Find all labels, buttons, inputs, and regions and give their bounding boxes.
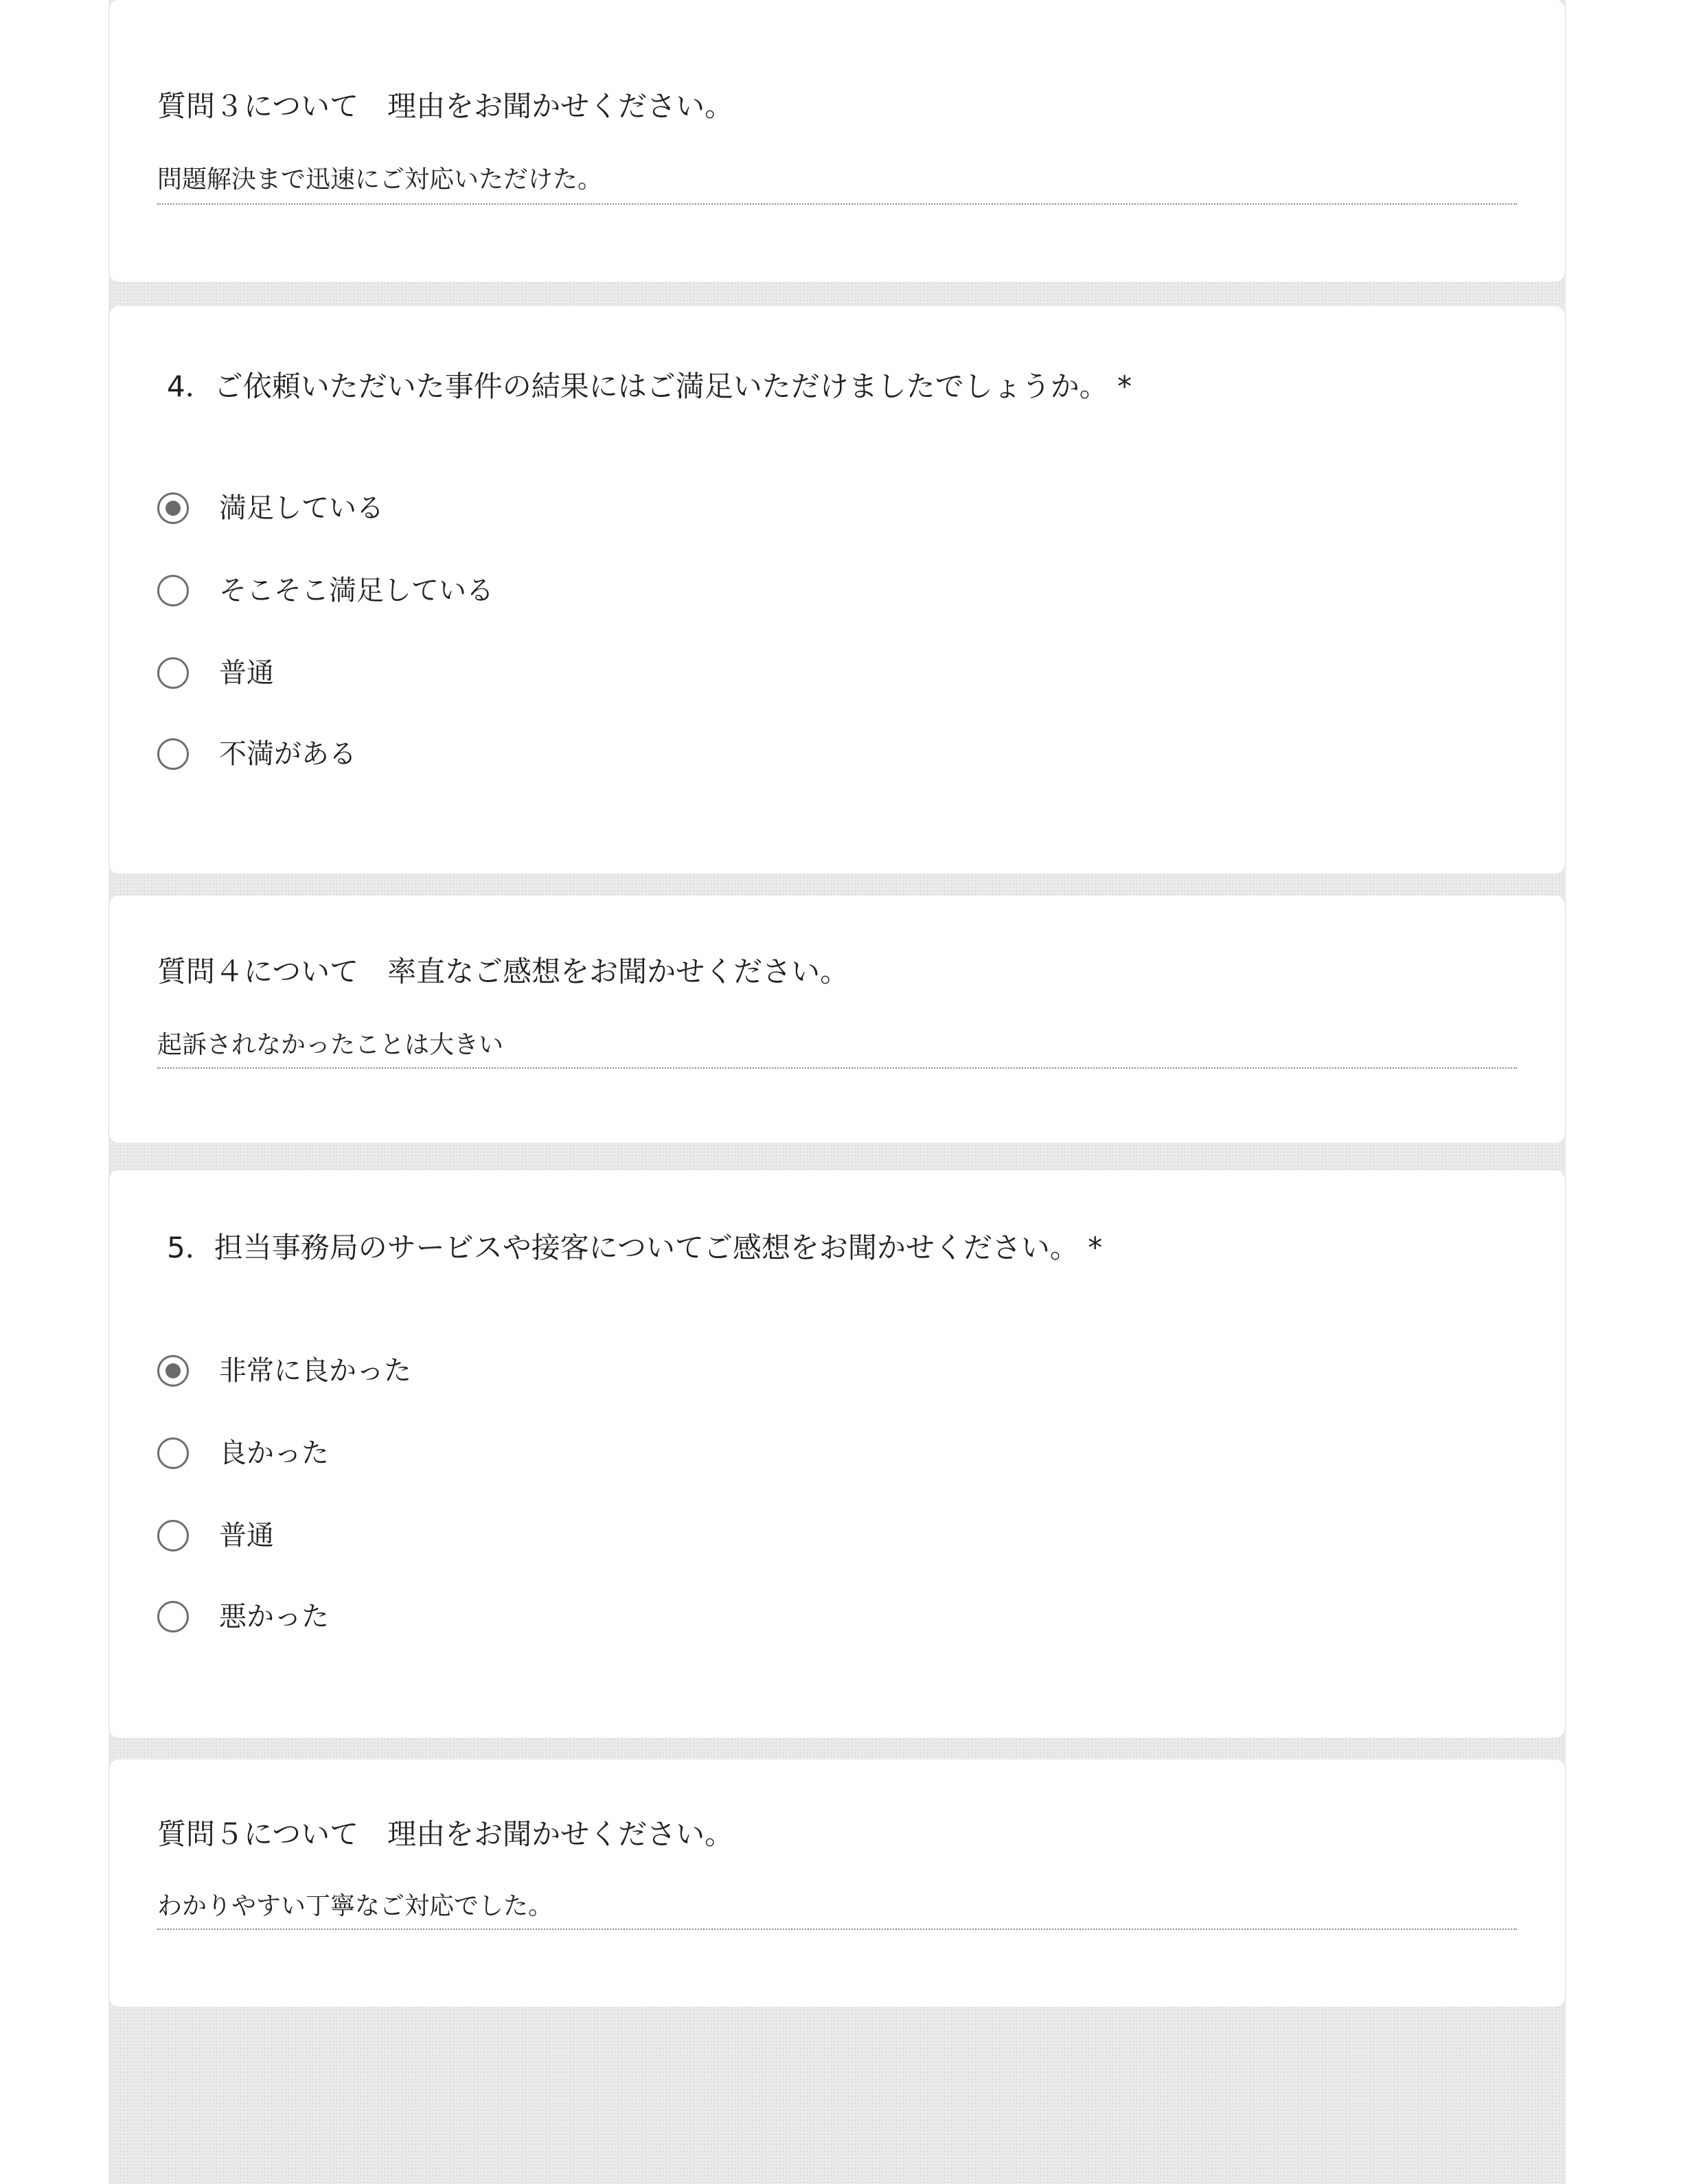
q4-option-satisfied[interactable]	[157, 488, 384, 529]
q5-reason-card	[108, 1760, 1566, 2007]
q5-option-label: 良かった	[219, 1437, 329, 1469]
q4-comment-title: 質問４について 率直なご感想をお聞かせください。	[157, 955, 849, 988]
q4-option-label: 普通	[219, 657, 274, 689]
radio-unchecked-icon[interactable]	[157, 575, 189, 606]
radio-unchecked-icon[interactable]	[157, 1601, 189, 1633]
q5-reason-title: 質問５について 理由をお聞かせください。	[157, 1817, 734, 1851]
q3-reason-card	[108, 0, 1566, 282]
q5-option-bad[interactable]	[157, 1596, 329, 1637]
radio-checked-icon[interactable]	[157, 492, 189, 524]
q3-reason-answer[interactable]: 問題解決まで迅速にご対応いただけた。	[157, 166, 603, 194]
radio-unchecked-icon[interactable]	[157, 738, 189, 770]
q4-comment-answer[interactable]: 起訴されなかったことは大きい	[157, 1031, 504, 1059]
q4-option-label: そこそこ満足している	[219, 575, 494, 606]
q4-option-normal[interactable]	[157, 652, 274, 694]
radio-checked-icon[interactable]	[157, 1355, 189, 1387]
q5-card	[108, 1170, 1566, 1738]
q5-option-label: 普通	[219, 1520, 274, 1551]
q4-title: 4．ご依頼いただいた事件の結果にはご満足いただけましたでしょうか。 *	[167, 369, 1132, 403]
q5-option-very-good[interactable]	[157, 1350, 411, 1391]
radio-unchecked-icon[interactable]	[157, 1437, 189, 1469]
q4-card	[108, 306, 1566, 874]
q5-option-label: 悪かった	[219, 1601, 329, 1633]
q3-reason-answer-underline	[157, 203, 1517, 205]
q4-option-somewhat-satisfied[interactable]	[157, 570, 494, 611]
radio-unchecked-icon[interactable]	[157, 1520, 189, 1551]
q4-option-label: 満足している	[219, 492, 384, 524]
q4-comment-answer-underline	[157, 1067, 1517, 1069]
q4-option-dissatisfied[interactable]	[157, 733, 356, 775]
q4-comment-card	[108, 896, 1566, 1143]
q5-option-label: 非常に良かった	[219, 1355, 411, 1387]
q5-option-normal[interactable]	[157, 1515, 274, 1556]
q4-option-label: 不満がある	[219, 738, 356, 770]
radio-unchecked-icon[interactable]	[157, 657, 189, 689]
q5-reason-answer-underline	[157, 1929, 1517, 1930]
q5-reason-answer[interactable]: わかりやすい丁寧なご対応でした。	[157, 1892, 553, 1920]
q5-title: 5．担当事務局のサービスや接客についてご感想をお聞かせください。 *	[167, 1231, 1103, 1264]
q5-option-good[interactable]	[157, 1433, 329, 1474]
q3-reason-title: 質問３について 理由をお聞かせください。	[157, 89, 734, 123]
form-background	[108, 0, 1566, 2184]
